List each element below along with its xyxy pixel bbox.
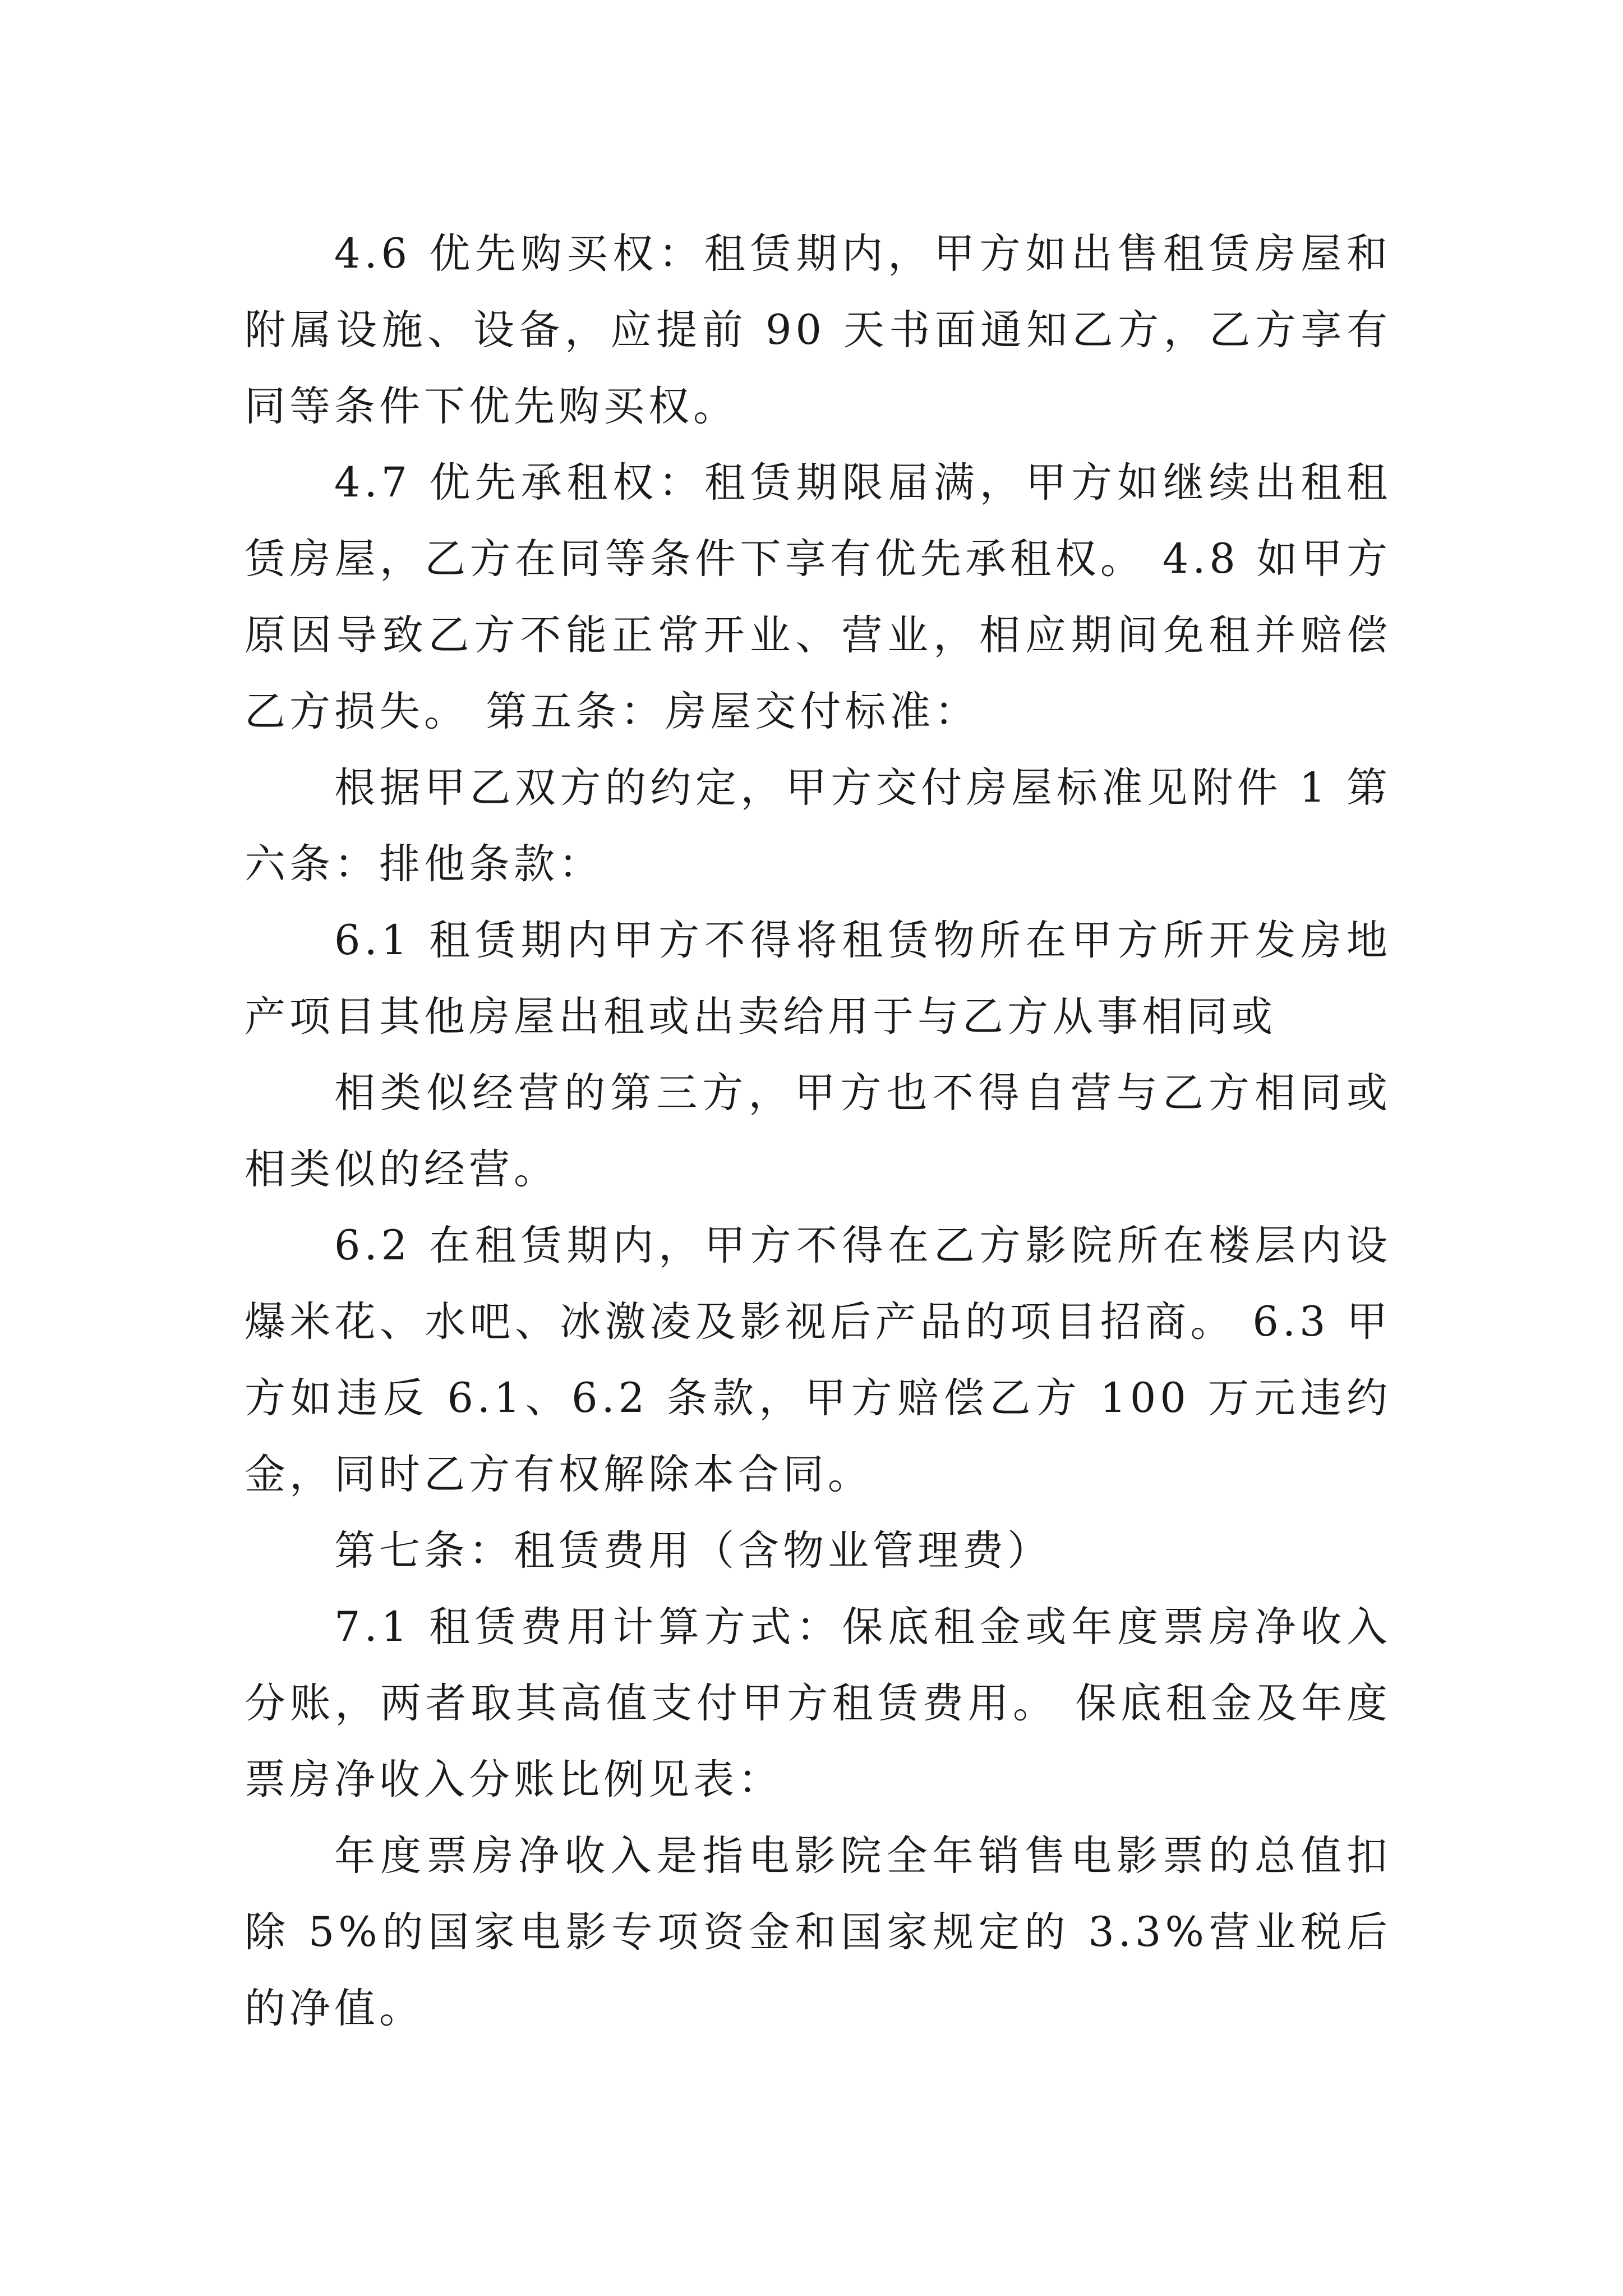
clause-5-delivery-paragraph: 根据甲乙双方的约定，甲方交付房屋标准见附件 1 第六条：排他条款： [245,764,1391,888]
document-body [245,216,1391,2047]
article-7-heading: 第七条：租赁费用（含物业管理费） [334,1527,1052,1575]
clause-6-2-paragraph: 6.2 在租赁期内，甲方不得在乙方影院所在楼层内设爆米花、水吧、冰激凌及影视后产品的项目招商。 6.3 甲方如违反 6.1、6.2 条款，甲方赔偿乙方 100 万元违约金，同时乙方有权解除本合同。 [245,1222,1391,1498]
clause-4-6-paragraph: 4.6 优先购买权：租赁期内，甲方如出售租赁房屋和附属设施、设备，应提前 90 天书面通知乙方，乙方享有同等条件下优先购买权。 [245,230,1391,430]
clause-7-1-paragraph: 7.1 租赁费用计算方式：保底租金或年度票房净收入分账，两者取其高值支付甲方租赁费用。 保底租金及年度票房净收入分账比例见表： [245,1603,1391,1803]
clause-6-1-paragraph: 6.1 租赁期内甲方不得将租赁物所在甲方所开发房地产项目其他房屋出租或出卖给用于与乙方从事相同或 [245,917,1391,1041]
clause-6-1-continuation-paragraph: 相类似经营的第三方，甲方也不得自营与乙方相同或相类似的经营。 [245,1069,1391,1193]
clause-4-7-paragraph: 4.7 优先承租权：租赁期限届满，甲方如继续出租租赁房屋，乙方在同等条件下享有优先承租权。 4.8 如甲方原因导致乙方不能正常开业、营业，相应期间免租并赔偿乙方损失。 第五条：房屋交付标准： [245,459,1391,735]
box-office-definition-paragraph: 年度票房净收入是指电影院全年销售电影票的总值扣除 5%的国家电影专项资金和国家规定的 3.3%营业税后的净值。 [245,1832,1391,2032]
